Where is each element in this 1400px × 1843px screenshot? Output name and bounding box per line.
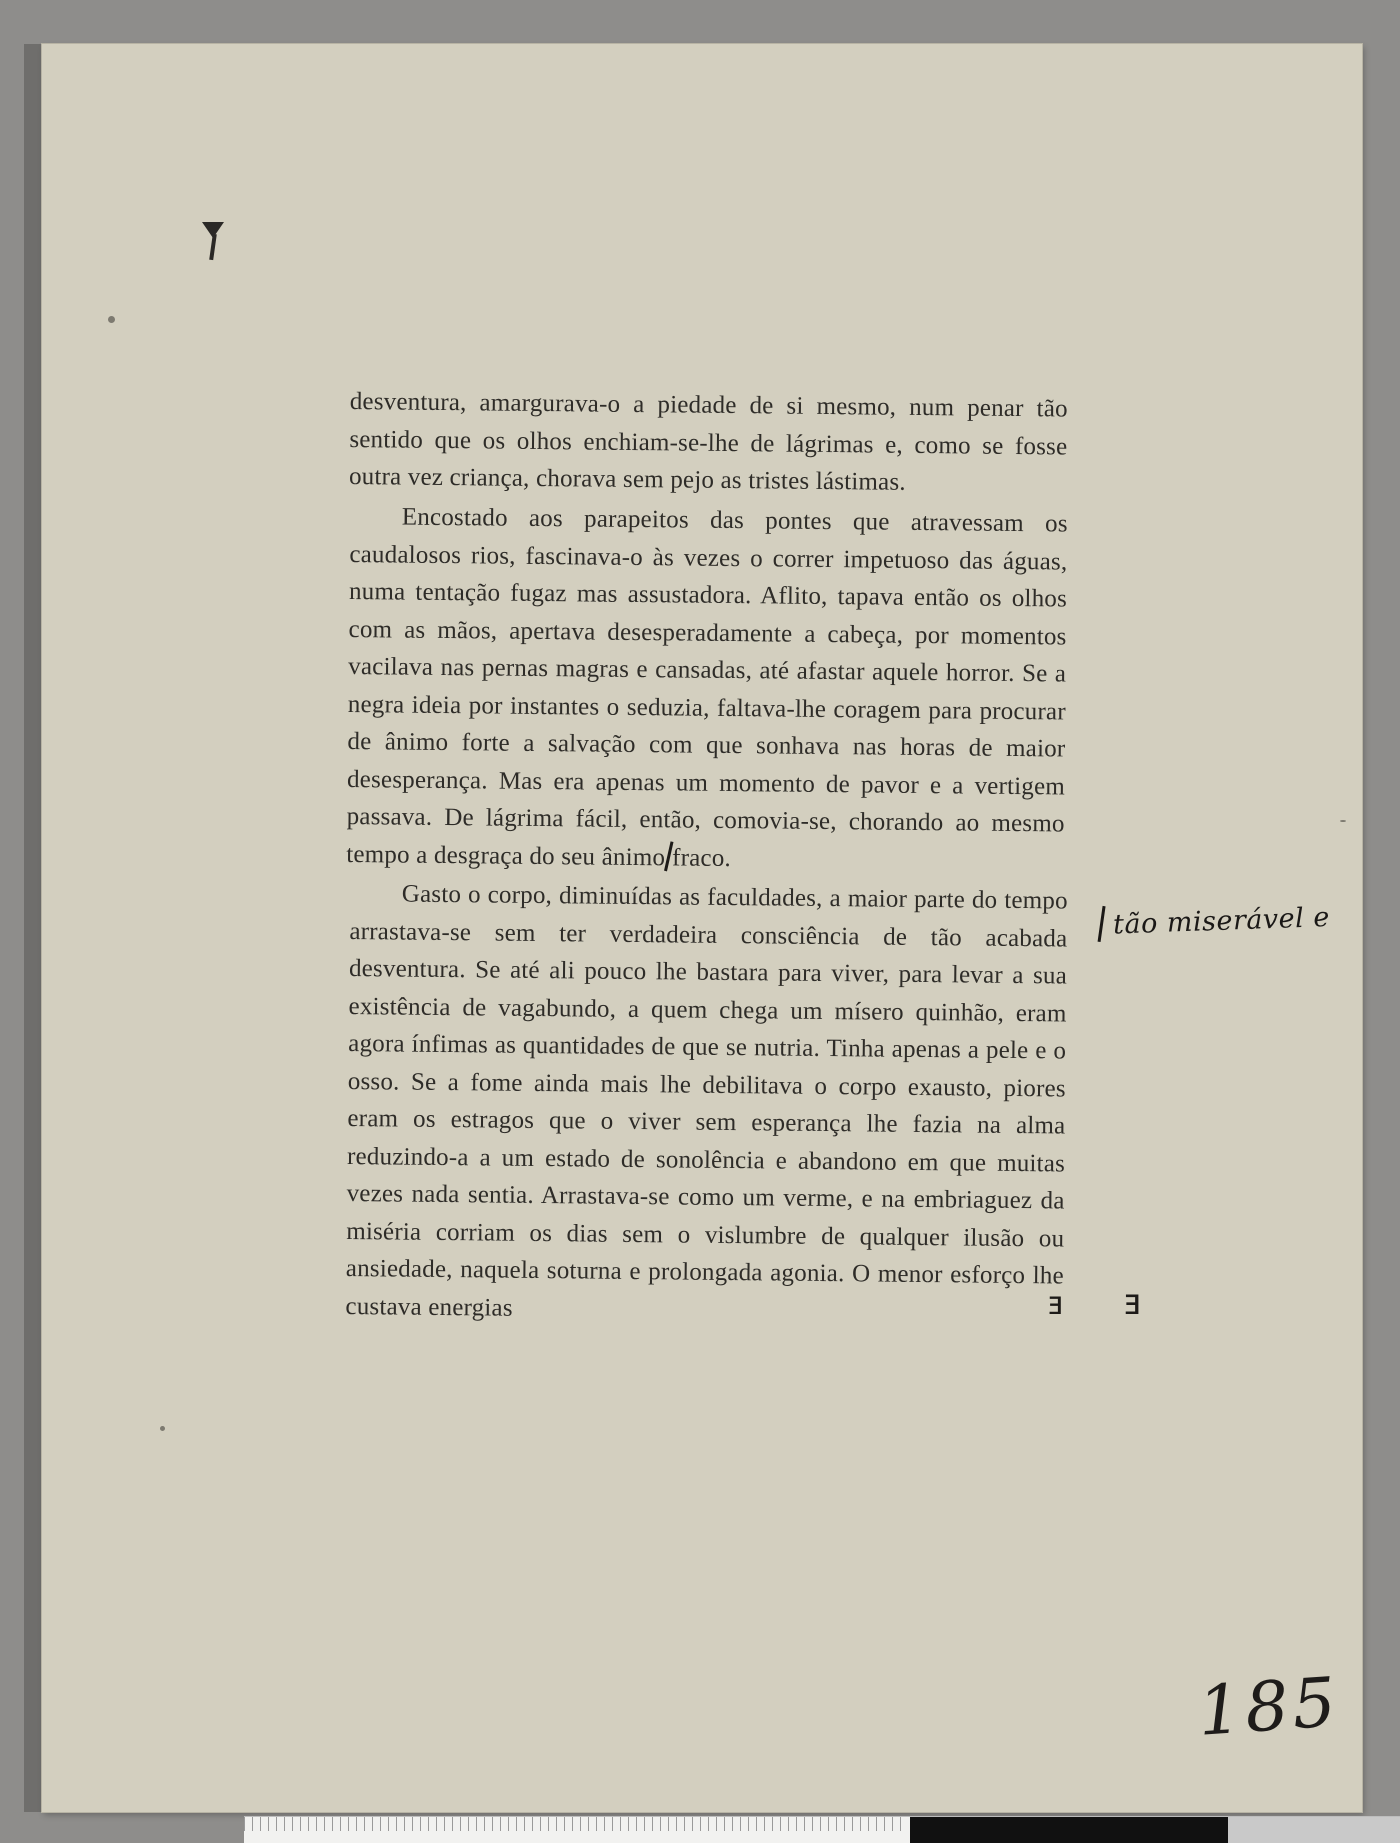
scale-ruler: [244, 1816, 1400, 1843]
correction-mark-inline: ⱻ: [1048, 1284, 1064, 1322]
paper-speck: [160, 1426, 165, 1431]
margin-annotation-text: tão miserável e: [1112, 901, 1331, 941]
paragraph-2: [346, 498, 1068, 880]
page-number: 185: [1195, 1663, 1343, 1752]
paper-speck: [1340, 820, 1346, 822]
paragraph-3: Gasto o corpo, diminuídas as faculdades, a maior parte do tempo arrastava-se sem ter verdadeira consciência de tão acabada desventura. Se até ali pouco lhe bastara para viver, para levar a sua existência de vagabundo, a quem chega um mísero quinhão, eram agora ínfimas as quantidades de que se nutria. Tinha apenas a pele e o osso. Se a fome ainda mais lhe debilitava o corpo exausto, piores eram os estragos que o viver sem esperança lhe fazia na alma reduzindo-a a um estado de sonolência e abandono em que muitas vezes nada sentia. Arrastava-se como um verme, e na embriaguez da miséria corriam os dias sem o vislumbre de qualquer ilusão ou ansiedade, naquela soturna e prolongada agonia. O menor esforço lhe custava energias: [345, 880, 1068, 1321]
paragraph-2-text: Encostado aos parapeitos das pontes que atravessam os caudalosos rios, fascinava-o às vezes o correr impetuoso das águas, numa tentação fugaz mas assustadora. Aflito, tapava então os olhos com as mãos, apertava desesperadamente a cabeça, por momentos vacilava nas pernas magras e cansadas, até afastar aquele horror. Se a negra ideia por instantes o seduzia, faltava-lhe coragem para procurar de ânimo forte a salvação com que sonhava nas horas de maior desesperança. Mas era apenas um momento de pavor e a vertigem passava. De lágrima fácil, então, comovia-se, chorando ao mesmo tempo a desgraça do seu ânimo: [346, 503, 1068, 871]
paper-speck: [108, 316, 115, 323]
ruler-gray-block: [1228, 1817, 1400, 1843]
body-text: [345, 383, 1068, 1325]
ruler-ticks: [244, 1817, 904, 1831]
ruler-black-block: [910, 1817, 1228, 1843]
paragraph-1: desventura, amargurava-o a piedade de si mesmo, num penar tão sentido que os olhos enchiam-se-lhe de lágrimas e, como se fosse outra vez criança, chorava sem pejo as tristes lástimas.: [348, 387, 1068, 496]
background-edge: [24, 44, 42, 1812]
paragraph-2-end: fraco.: [672, 843, 732, 872]
correction-mark-margin: ⱻ: [1124, 1282, 1142, 1323]
